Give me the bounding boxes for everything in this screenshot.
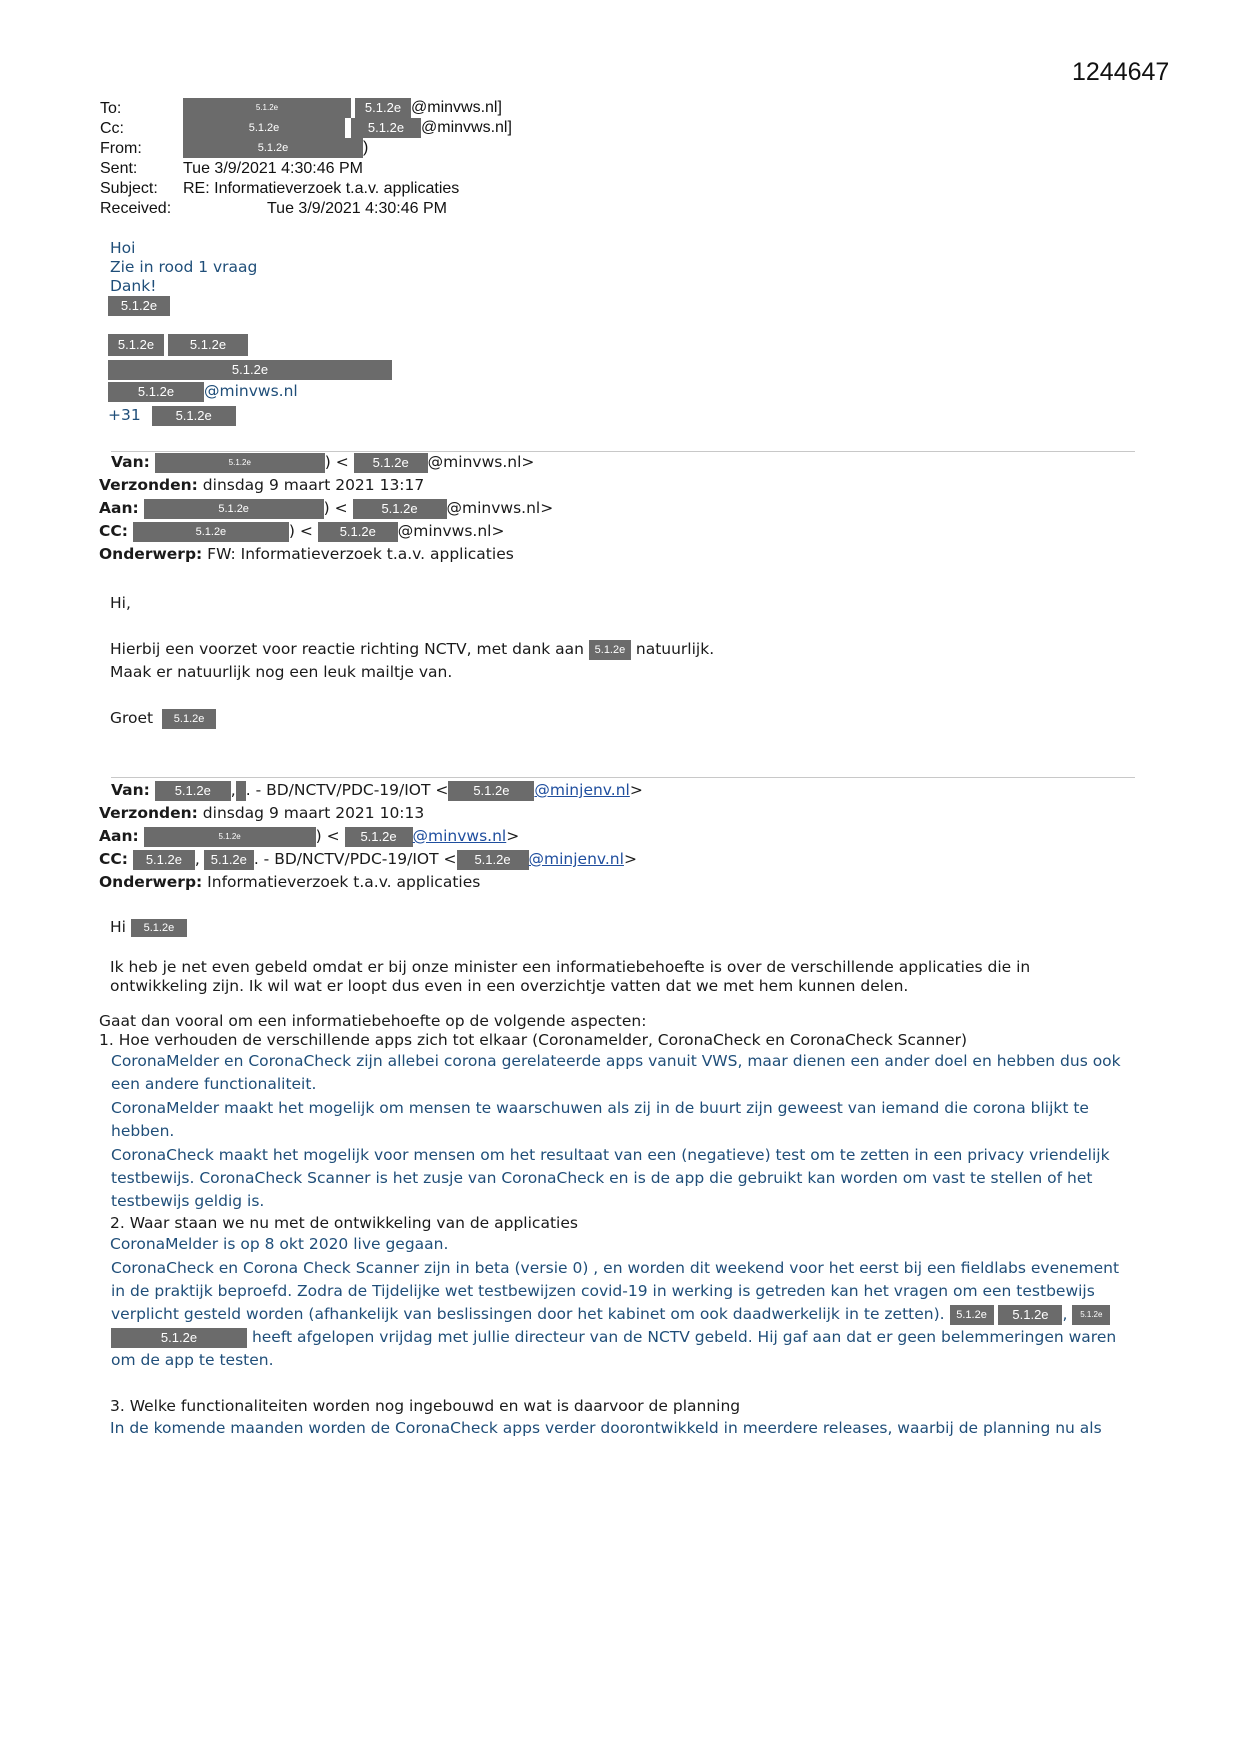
email1-van: Van: 5.1.2e ) < 5.1.2e @minvws.nl> <box>111 453 535 471</box>
email2-van-label: Van: <box>111 781 150 799</box>
from-label: From: <box>100 140 142 157</box>
to-label: To: <box>100 100 122 117</box>
email2-verzonden-label: Verzonden: <box>99 804 198 822</box>
redaction-block: 5.1.2e <box>108 360 392 380</box>
cc-domain: @minvws.nl] <box>421 119 512 137</box>
received-value: Tue 3/9/2021 4:30:46 PM <box>267 200 447 217</box>
question-2: 2. Waar staan we nu met de ontwikkeling van de applicaties <box>110 1214 578 1232</box>
redaction-block: 5.1.2e <box>355 98 411 118</box>
question-1: 1. Hoe verhouden de verschillende apps zich tot elkaar (Coronamelder, CoronaCheck en CoronaCheck Scanner) <box>99 1031 968 1049</box>
redaction-block: 5.1.2e <box>155 453 325 473</box>
redaction-block: 5.1.2e <box>133 850 195 870</box>
redaction-block: 5.1.2e <box>183 98 351 118</box>
reply-line: Hoi <box>110 239 136 257</box>
sent-label: Sent: <box>100 160 138 177</box>
email1-body-line <box>110 638 714 661</box>
cc-value <box>183 118 512 138</box>
redaction-block: 5.1.2e <box>162 709 216 729</box>
redaction-block: 5.1.2e <box>131 919 187 937</box>
email2-cc-label: CC: <box>99 850 128 868</box>
answer-1-paragraph: CoronaMelder maakt het mogelijk om mensen te waarschuwen als zij in de buurt zijn geweest van iemand die corona blijkt te hebben. <box>111 1099 1089 1140</box>
redaction-block: 5.1.2e <box>183 118 345 138</box>
to-value <box>183 98 502 118</box>
email2-onderwerp <box>99 871 480 894</box>
email1-van-label: Van: <box>111 453 150 471</box>
answer-1-paragraph: CoronaMelder en CoronaCheck zijn allebei corona gerelateerde apps vanuit VWS, maar dienen een ander doel en hebben dus ook een andere functionaliteit. <box>111 1052 1121 1093</box>
redaction-block: 5.1.2e <box>108 296 170 316</box>
answer-2-paragraph: CoronaMelder is op 8 okt 2020 live gegaan. <box>110 1235 449 1253</box>
redaction-block: 5.1.2e <box>108 334 164 356</box>
answer-3-paragraph: In de komende maanden worden de CoronaCheck apps verder doorontwikkeld in meerdere releases, waarbij de planning nu als <box>110 1419 1102 1437</box>
cc-label: Cc: <box>100 120 124 137</box>
email1-signoff <box>110 707 216 730</box>
reply-line: Zie in rood 1 vraag <box>110 258 258 276</box>
email2-intro-line: Ik heb je net even gebeld omdat er bij onze minister een informatiebehoefte is over de verschillende applicaties die in <box>110 958 1031 976</box>
email2-cc-link[interactable]: @minjenv.nl <box>528 850 624 868</box>
email2-intro-line: ontwikkeling zijn. Ik wil wat er loopt dus even in een overzichtje vatten dat we met hem kunnen delen. <box>110 977 909 995</box>
to-domain: @minvws.nl] <box>411 99 502 117</box>
redaction-block: 5.1.2e <box>144 499 324 519</box>
received-label: Received: <box>100 200 172 217</box>
redaction-block: 5.1.2e <box>183 138 363 158</box>
email2-van-link[interactable]: @minjenv.nl <box>534 781 630 799</box>
redaction-block: 5.1.2e <box>108 382 204 402</box>
email1-body-line: Maak er natuurlijk nog een leuk mailtje van. <box>110 663 453 681</box>
email1-onderwerp <box>99 543 514 566</box>
email1-verzonden <box>99 474 424 497</box>
subject-value: RE: Informatieverzoek t.a.v. applicaties <box>183 180 460 197</box>
email1-greeting: Hi, <box>110 594 131 612</box>
divider <box>111 777 1135 778</box>
redaction-block: 5.1.2e <box>354 453 428 473</box>
email2-onderwerp-value: Informatieverzoek t.a.v. applicaties <box>207 873 481 891</box>
signature-email <box>108 381 298 402</box>
answer-2-text: heeft afgelopen vrijdag met jullie directeur van de NCTV gebeld. Hij gaf aan dat er geen belemmeringen waren om de app te testen. <box>111 1328 1117 1369</box>
email1-cc-domain: @minvws.nl> <box>397 522 505 540</box>
email2-aan-label: Aan: <box>99 827 139 845</box>
redaction-block: 5.1.2e <box>111 1328 247 1348</box>
redaction-block: 5.1.2e <box>457 850 529 870</box>
email2-cc: CC: 5.1.2e , 5.1.2e . - BD/NCTV/PDC-19/IOT < 5.1.2e @minjenv.nl> <box>99 850 637 868</box>
email1-signoff-text: Groet <box>110 709 154 727</box>
email2-verzonden <box>99 802 424 825</box>
email2-aspects-intro: Gaat dan vooral om een informatiebehoefte op de volgende aspecten: <box>99 1012 647 1030</box>
question-3: 3. Welke functionaliteiten worden nog ingebouwd en wat is daarvoor de planning <box>110 1397 741 1415</box>
reply-line: Dank! <box>110 277 157 295</box>
redaction-block: 5.1.2e <box>448 781 534 801</box>
email2-verzonden-value: dinsdag 9 maart 2021 10:13 <box>202 804 425 822</box>
redaction-block: 5.1.2e <box>351 118 421 138</box>
redaction-block: 5.1.2e <box>155 781 231 801</box>
signature-phone <box>108 405 236 426</box>
email1-cc: CC: 5.1.2e ) < 5.1.2e @minvws.nl> <box>99 522 505 540</box>
sent-value: Tue 3/9/2021 4:30:46 PM <box>183 160 363 177</box>
answer-2-paragraph: CoronaCheck en Corona Check Scanner zijn in beta (versie 0) , en worden dit weekend voor het eerst bij een fieldlabs evenement in de praktijk beproefd. Zodra de Tijdelijke wet testbewijzen covid-19 in werking is getreden kan het vragen om een testbewijs verplicht gesteld worden (afhankelijk van beslissingen door het kabinet om ook daadwerkelijk in te zetten). 5.1.2e 5.1.2e , 5.1.2e 5.1.2e heeft afgelopen vrijdag met jullie directeur van de NCTV gebeld. Hij gaf aan dat er geen belemmeringen waren om de app te testen. <box>111 1259 1120 1369</box>
redaction-block: 5.1.2e <box>318 522 398 542</box>
email1-van-domain: @minvws.nl> <box>427 453 535 471</box>
redaction-block: 5.1.2e <box>133 522 289 542</box>
email1-cc-label: CC: <box>99 522 128 540</box>
redaction-block: 5.1.2e <box>144 827 316 847</box>
email2-aan-link[interactable]: @minvws.nl <box>412 827 507 845</box>
redaction-block: 5.1.2e <box>168 334 248 356</box>
redaction-block: 5.1.2e <box>589 640 631 660</box>
document-number: 1244647 <box>1072 58 1170 86</box>
email1-aan: Aan: 5.1.2e ) < 5.1.2e @minvws.nl> <box>99 499 554 517</box>
redaction-block: 5.1.2e <box>950 1305 994 1325</box>
redaction-block: 5.1.2e <box>152 406 236 426</box>
email1-verzonden-label: Verzonden: <box>99 476 198 494</box>
redaction-block: 5.1.2e <box>998 1305 1062 1325</box>
redaction-block: 5.1.2e <box>1072 1305 1110 1325</box>
redaction-block: 5.1.2e <box>353 499 447 519</box>
email2-van-org: . - BD/NCTV/PDC-19/IOT < <box>245 781 449 799</box>
email2-van: Van: 5.1.2e , . - BD/NCTV/PDC-19/IOT < 5.1.2e @minjenv.nl> <box>111 781 643 799</box>
email2-cc-org: . - BD/NCTV/PDC-19/IOT < <box>253 850 457 868</box>
email2-greeting <box>110 916 187 939</box>
email1-body-text: natuurlijk. <box>635 640 715 658</box>
email1-verzonden-value: dinsdag 9 maart 2021 13:17 <box>202 476 425 494</box>
email1-aan-domain: @minvws.nl> <box>446 499 554 517</box>
email1-body-text: Hierbij een voorzet voor reactie richting NCTV, met dank aan <box>110 640 584 658</box>
subject-label: Subject: <box>100 180 158 197</box>
redaction-block: 5.1.2e <box>204 850 254 870</box>
signature-email-domain: @minvws.nl <box>204 382 298 400</box>
email1-onderwerp-value: FW: Informatieverzoek t.a.v. applicaties <box>207 545 514 563</box>
signature-name <box>108 334 248 356</box>
email2-onderwerp-label: Onderwerp: <box>99 873 203 891</box>
phone-prefix: +31 <box>108 406 141 424</box>
answer-1-paragraph: CoronaCheck maakt het mogelijk voor mensen om het resultaat van een (negatieve) test om te zetten in een privacy vriendelijk testbewijs. CoronaCheck Scanner is het zusje van CoronaCheck en is de app die gebruikt kan worden om vast te stellen of het testbewijs geldig is. <box>111 1146 1110 1210</box>
email1-onderwerp-label: Onderwerp: <box>99 545 203 563</box>
email2-aan: Aan: 5.1.2e ) < 5.1.2e @minvws.nl> <box>99 827 520 845</box>
from-value: 5.1.2e ) <box>183 138 368 158</box>
email2-greeting-text: Hi <box>110 918 126 936</box>
answer-2-text: CoronaCheck en Corona Check Scanner zijn in beta (versie 0) , en worden dit weekend voor het eerst bij een fieldlabs evenement in de praktijk beproefd. Zodra de Tijdelijke wet testbewijzen covid-19 in werking is getreden kan het vragen om een testbewijs verplicht gesteld worden (afhankelijk van beslissingen door het kabinet om ook daadwerkelijk in te zetten). <box>111 1259 1120 1323</box>
email1-aan-label: Aan: <box>99 499 139 517</box>
redaction-block: 5.1.2e <box>345 827 413 847</box>
